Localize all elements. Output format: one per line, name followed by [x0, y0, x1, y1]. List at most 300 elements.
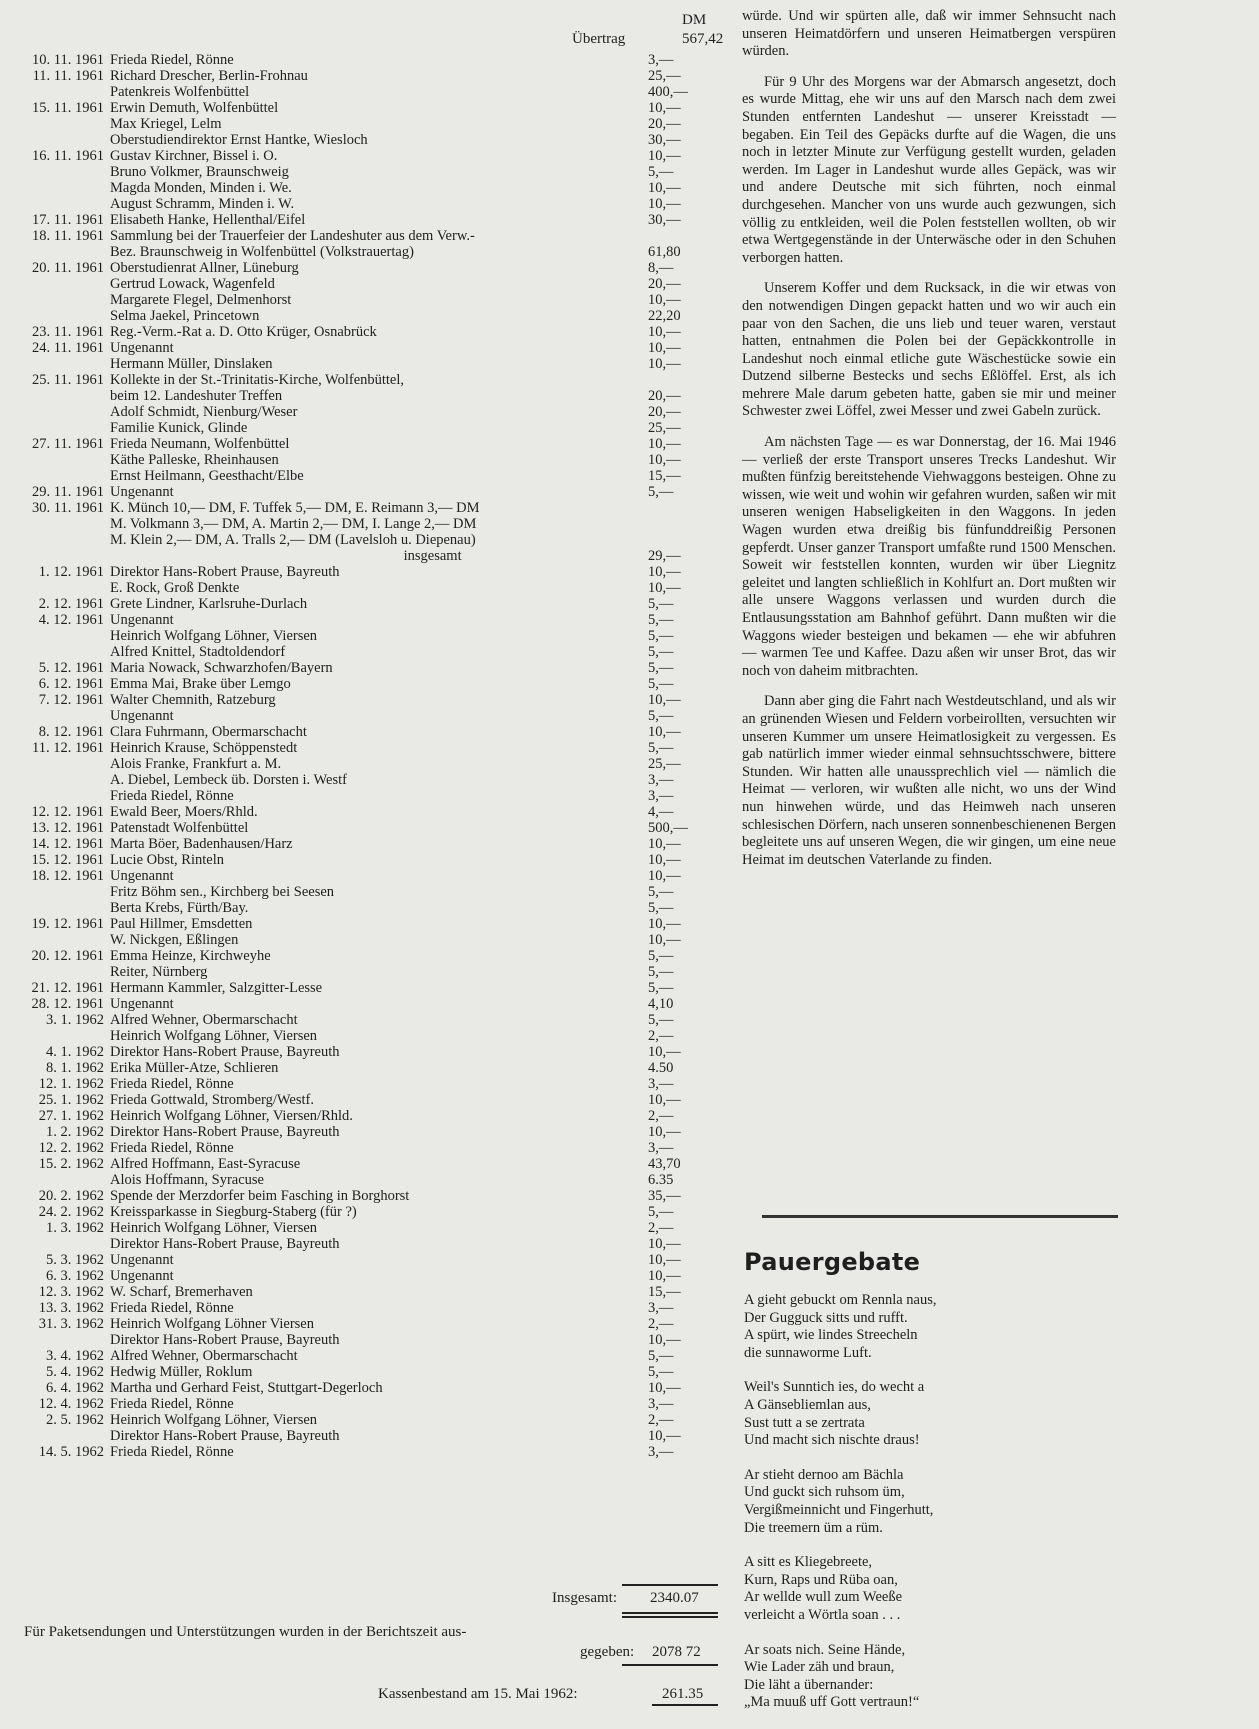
ledger-donor: Frieda Neumann, Wolfenbüttel [110, 436, 290, 452]
ledger-amount: 5,— [648, 964, 674, 980]
ledger-donor: Ungenannt [110, 1268, 174, 1284]
ledger-donor: Alfred Wehner, Obermarschacht [110, 1012, 298, 1028]
ledger-row [12, 836, 724, 852]
ledger-amount: 5,— [648, 676, 674, 692]
ledger-donor: Direktor Hans-Robert Prause, Bayreuth [110, 1124, 340, 1140]
ledger-donor: Erika Müller-Atze, Schlieren [110, 1060, 279, 1076]
ledger-donor: Kollekte in der St.-Trinitatis-Kirche, Wolfenbüttel, beim 12. Landeshuter Treffen [110, 372, 405, 404]
ledger-donor: Direktor Hans-Robert Prause, Bayreuth [110, 1332, 340, 1348]
sum-rule-top [622, 1584, 718, 1586]
ledger-date: 2. 5. 1962 [46, 1412, 104, 1428]
ledger-donor: Oberstudiendirektor Ernst Hantke, Wiesloch [110, 132, 368, 148]
ledger-amount: 30,— [648, 212, 681, 228]
ledger-amount: 10,— [648, 1380, 681, 1396]
ledger-amount: 2,— [648, 1220, 674, 1236]
ledger-donor: Richard Drescher, Berlin-Frohnau [110, 68, 308, 84]
poem-line: Weil's Sunntich ies, do wecht a [744, 1379, 925, 1396]
carryover-label: Übertrag [572, 31, 626, 47]
ledger-row [12, 1076, 724, 1092]
ledger-row [12, 500, 724, 548]
ledger-date: 27. 11. 1961 [32, 436, 104, 452]
ledger-row [12, 292, 724, 308]
ledger-amount: 10,— [648, 852, 681, 868]
ledger-amount: 2,— [648, 1108, 674, 1124]
ledger-amount: 20,— [648, 404, 681, 420]
ledger-date: 31. 3. 1962 [38, 1316, 104, 1332]
ledger-donor: Kreissparkasse in Siegburg-Staberg (für ?) [110, 1204, 357, 1220]
ledger-row [12, 628, 724, 644]
poem-line: verleicht a Wörtla soan . . . [744, 1606, 901, 1623]
ledger-amount: 20,— [648, 276, 681, 292]
ledger-row [12, 676, 724, 692]
ledger-donor: Alois Hoffmann, Syracuse [110, 1172, 264, 1188]
ledger-date: 18. 11. 1961 [32, 228, 104, 244]
ledger-donor: Berta Krebs, Fürth/Bay. [110, 900, 249, 916]
poem-line: Die treemern üm a rüm. [744, 1519, 883, 1536]
ledger-donor: Patenkreis Wolfenbüttel [110, 84, 250, 100]
ledger-date: 12. 1. 1962 [38, 1076, 104, 1092]
ledger-donor: Sammlung bei der Trauerfeier der Landeshuter aus dem Verw.- Bez. Braunschweig in Wolfenbüttel (Volkstrauertag) [110, 228, 475, 260]
ledger-donor: Ungenannt [110, 1252, 174, 1268]
ledger-amount: 3,— [648, 772, 674, 788]
ledger-donor: Frieda Riedel, Rönne [110, 1396, 234, 1412]
ledger-row [12, 100, 724, 116]
ledger-amount: 22,20 [648, 308, 681, 324]
ledger-amount: 29,— [648, 548, 681, 564]
ledger-date: 11. 11. 1961 [32, 68, 104, 84]
ledger-date: 12. 12. 1961 [31, 804, 104, 820]
ledger-amount: 20,— [648, 388, 681, 404]
ledger-row [12, 644, 724, 660]
ledger-row [12, 1316, 724, 1332]
ledger-donor: Frieda Riedel, Rönne [110, 1300, 234, 1316]
expenses-amount: 2078 72 [652, 1644, 701, 1660]
article-paragraph: Dann aber ging die Fahrt nach Westdeutschland, und als wir an grünenden Wiesen und Feldern vorbeirollten, versuchten wir unseren Kummer um unsere Heimatlosigkeit zu vergessen. Es gab natürlich immer wieder einmal sehnsuchtsschwere, bittere Stunden. Wir hatten alle unaussprechlich viel — nämlich die Heimat — verloren, wir wußten alle nicht, wo uns der Wind nun hinwehen würde, und das Heimweh nach unseren schlesischen Dörfern, nach unseren sonnenbeschienenen Bergen begleitete uns auf unseren Wegen, die wir gingen, um eine neue Heimat im deutschen Vaterlande zu finden. [742, 693, 1116, 868]
ledger-amount: 61,80 [648, 244, 681, 260]
poem-line: Ar wellde wull zum Weeße [744, 1589, 903, 1606]
ledger-date: 4. 12. 1961 [38, 612, 104, 628]
ledger-donor: A. Diebel, Lembeck üb. Dorsten i. Westf [110, 772, 347, 788]
ledger-amount: 5,— [648, 1348, 674, 1364]
ledger-date: 20. 12. 1961 [31, 948, 104, 964]
ledger-date: 13. 3. 1962 [38, 1300, 104, 1316]
ledger-donor: Alfred Knittel, Stadtoldendorf [110, 644, 286, 660]
ledger-row [12, 1188, 724, 1204]
ledger-amount: 10,— [648, 340, 681, 356]
ledger-donor: Ungenannt [110, 868, 174, 884]
ledger-donor: Erwin Demuth, Wolfenbüttel [110, 100, 279, 116]
ledger-row [12, 340, 724, 356]
ledger-row [12, 852, 724, 868]
section-divider [762, 1215, 1118, 1218]
ledger-amount: 500,— [648, 820, 688, 836]
ledger-amount: 400,— [648, 84, 688, 100]
ledger-amount: 2,— [648, 1316, 674, 1332]
ledger-amount: 10,— [648, 1124, 681, 1140]
poem-line: Ar stieht dernoo am Bächla [744, 1466, 904, 1483]
ledger-row [12, 260, 724, 276]
poem-stanza [744, 1642, 1118, 1712]
ledger-amount: 10,— [648, 836, 681, 852]
ledger-donor: Heinrich Wolfgang Löhner, Viersen/Rhld. [110, 1108, 353, 1124]
ledger-donor: E. Rock, Groß Denkte [110, 580, 240, 596]
ledger-donor: Hermann Müller, Dinslaken [110, 356, 273, 372]
ledger-amount: 10,— [648, 1252, 681, 1268]
poem-title: Pauergebate [744, 1248, 921, 1276]
ledger-amount: 10,— [648, 452, 681, 468]
ledger-row [12, 1284, 724, 1300]
ledger-row [12, 308, 724, 324]
poem-line: A sitt es Kliegebreete, [744, 1554, 873, 1571]
ledger-donor: Ungenannt [110, 612, 174, 628]
ledger-row [12, 916, 724, 932]
ledger-date: 13. 12. 1961 [31, 820, 104, 836]
ledger-amount: 35,— [648, 1188, 681, 1204]
ledger-date: 16. 11. 1961 [32, 148, 104, 164]
ledger-row [12, 1124, 724, 1140]
ledger-donor: W. Scharf, Bremerhaven [110, 1284, 253, 1300]
ledger-donor: August Schramm, Minden i. W. [110, 196, 295, 212]
ledger-row [12, 1060, 724, 1076]
total-label: Insgesamt: [552, 1590, 617, 1606]
article-text [742, 8, 1116, 882]
ledger-date: 29. 11. 1961 [32, 484, 104, 500]
ledger-donor: K. Münch 10,— DM, F. Tuffek 5,— DM, E. Reimann 3,— DM M. Volkmann 3,— DM, A. Martin 2,— DM, I. Lange 2,— DM M. Klein 2,— DM, A. Tralls 2,— DM (Lavelsloh u. Diepenau) [110, 500, 480, 548]
ledger-row [12, 596, 724, 612]
ledger-amount: 5,— [648, 708, 674, 724]
article-paragraph: würde. Und wir spürten alle, daß wir immer Sehnsucht nach unseren Heimatdörfern und unseren Heimatbergen verspüren würden. [742, 8, 1116, 60]
ledger-donor: Maria Nowack, Schwarzhofen/Bayern [110, 660, 333, 676]
ledger-row [12, 804, 724, 820]
ledger-row [12, 1220, 724, 1236]
ledger-donor: Marta Böer, Badenhausen/Harz [110, 836, 293, 852]
ledger-amount: 10,— [648, 1332, 681, 1348]
ledger-date: 8. 12. 1961 [38, 724, 104, 740]
ledger-row [12, 788, 724, 804]
ledger-amount: 10,— [648, 932, 681, 948]
ledger-amount: 15,— [648, 468, 681, 484]
ledger-date: 15. 12. 1961 [31, 852, 104, 868]
ledger-amount: 25,— [648, 756, 681, 772]
ledger-row [12, 1236, 724, 1252]
ledger-row [12, 1028, 724, 1044]
ledger-donor: Alfred Hoffmann, East-Syracuse [110, 1156, 301, 1172]
ledger-donor: Frieda Riedel, Rönne [110, 1076, 234, 1092]
ledger-row [12, 948, 724, 964]
ledger-donor: Ungenannt [110, 708, 174, 724]
ledger-donor: Magda Monden, Minden i. We. [110, 180, 292, 196]
ledger-amount: 10,— [648, 692, 681, 708]
ledger-row [12, 404, 724, 420]
ledger-amount: 5,— [648, 484, 674, 500]
ledger-row [12, 1428, 724, 1444]
ledger-amount: 25,— [648, 68, 681, 84]
ledger-amount: 5,— [648, 948, 674, 964]
poem [744, 1292, 1118, 1729]
ledger-row [12, 1396, 724, 1412]
ledger-donor: Emma Heinze, Kirchweyhe [110, 948, 271, 964]
ledger-donor: Margarete Flegel, Delmenhorst [110, 292, 292, 308]
article-paragraph: Für 9 Uhr des Morgens war der Abmarsch angesetzt, doch es wurde Mittag, ehe wir uns auf den Marsch nach dem zwei Stunden entfernten Landeshut — unserer Kreisstadt — begaben. Ein Teil des Gepäcks durfte auf die Wagen, die uns noch in letzter Minute zur Verfügung gestellt wurden, geladen werden. Im Lager in Landeshut wurde alles Gepäck, was wir und andere Deutsche mit sich führten, noch einmal durchgesehen. Mancher von uns wurde auch gezwungen, sich völlig zu entkleiden, weil die Polen feststellen wollten, ob wir etwa Wertgegenstände in der Unterwäsche oder in den Schuhen verborgen hatten. [742, 73, 1116, 266]
ledger-date: 2. 12. 1961 [38, 596, 104, 612]
ledger-amount: 3,— [648, 1140, 674, 1156]
ledger-date: 12. 3. 1962 [38, 1284, 104, 1300]
poem-stanza [744, 1554, 1118, 1624]
ledger-date: 24. 2. 1962 [38, 1204, 104, 1220]
ledger-date: 27. 1. 1962 [38, 1108, 104, 1124]
poem-stanza [744, 1467, 1118, 1537]
ledger-date: 10. 11. 1961 [32, 52, 104, 68]
ledger-amount: 3,— [648, 52, 674, 68]
poem-line: A Gänsebliemlan aus, [744, 1396, 871, 1413]
expenses-rule [622, 1664, 718, 1666]
ledger-donor: Frieda Riedel, Rönne [110, 52, 234, 68]
ledger-date: 3. 1. 1962 [46, 1012, 104, 1028]
ledger-amount: 2,— [648, 1028, 674, 1044]
ledger-date: 5. 4. 1962 [46, 1364, 104, 1380]
ledger-date: 6. 12. 1961 [38, 676, 104, 692]
ledger-date: 15. 2. 1962 [38, 1156, 104, 1172]
ledger-date: 6. 4. 1962 [46, 1380, 104, 1396]
ledger-amount: 25,— [648, 420, 681, 436]
ledger-row [12, 1044, 724, 1060]
ledger-date: 14. 12. 1961 [31, 836, 104, 852]
ledger-row [12, 932, 724, 948]
ledger-amount: 5,— [648, 884, 674, 900]
ledger-date: 12. 4. 1962 [38, 1396, 104, 1412]
ledger-row [12, 468, 724, 484]
ledger-donor: Bruno Volkmer, Braunschweig [110, 164, 289, 180]
ledger-row [12, 1268, 724, 1284]
ledger-date: 19. 12. 1961 [31, 916, 104, 932]
ledger-row [12, 884, 724, 900]
ledger-amount: 10,— [648, 436, 681, 452]
ledger-amount: 5,— [648, 1204, 674, 1220]
ledger-amount: 3,— [648, 1444, 674, 1460]
ledger-date: 7. 12. 1961 [38, 692, 104, 708]
ledger-row [12, 372, 724, 404]
expenses-text-1: Für Paketsendungen und Unterstützungen wurden in der Berichtszeit aus- [24, 1624, 467, 1640]
ledger-row [12, 1108, 724, 1124]
ledger-donor: Alois Franke, Frankfurt a. M. [110, 756, 282, 772]
ledger-donor: Heinrich Wolfgang Löhner, Viersen [110, 628, 318, 644]
ledger-row [12, 84, 724, 100]
ledger-date: 1. 12. 1961 [38, 564, 104, 580]
ledger-date: 4. 1. 1962 [46, 1044, 104, 1060]
ledger-amount: 3,— [648, 1076, 674, 1092]
ledger-amount: 5,— [648, 660, 674, 676]
ledger-donor: Frieda Riedel, Rönne [110, 788, 234, 804]
ledger-amount: 4,10 [648, 996, 674, 1012]
ledger-row [12, 1156, 724, 1172]
ledger-amount: 5,— [648, 900, 674, 916]
ledger-amount: 10,— [648, 180, 681, 196]
ledger-donor: Max Kriegel, Lelm [110, 116, 222, 132]
ledger-row [12, 980, 724, 996]
ledger-donor: Lucie Obst, Rinteln [110, 852, 224, 868]
ledger-amount: 8,— [648, 260, 674, 276]
ledger-amount: 10,— [648, 580, 681, 596]
poem-line: Wie Lader zäh und braun, [744, 1659, 895, 1676]
ledger-donor: Heinrich Wolfgang Löhner Viersen [110, 1316, 314, 1332]
total-double-rule-a [622, 1612, 718, 1614]
ledger-amount: 10,— [648, 916, 681, 932]
ledger-donor: Direktor Hans-Robert Prause, Bayreuth [110, 564, 340, 580]
ledger-donor: Hedwig Müller, Roklum [110, 1364, 253, 1380]
ledger-donor: Reg.-Verm.-Rat a. D. Otto Krüger, Osnabrück [110, 324, 377, 340]
ledger-amount: 5,— [648, 1364, 674, 1380]
ledger-row [12, 148, 724, 164]
total-amount: 2340.07 [650, 1590, 699, 1606]
ledger-row [12, 356, 724, 372]
ledger-row [12, 228, 724, 260]
ledger-row [12, 68, 724, 84]
poem-line: die sunnaworme Luft. [744, 1344, 872, 1361]
ledger-row [12, 1364, 724, 1380]
ledger-donor: Gustav Kirchner, Bissel i. O. [110, 148, 278, 164]
ledger-donor: Gertrud Lowack, Wagenfeld [110, 276, 275, 292]
poem-line: Und guckt sich ruhsom üm, [744, 1484, 905, 1501]
ledger-date: 23. 11. 1961 [32, 324, 104, 340]
ledger-row [12, 1412, 724, 1428]
ledger-amount: 10,— [648, 724, 681, 740]
ledger-date: 21. 12. 1961 [31, 980, 104, 996]
ledger-date: 3. 4. 1962 [46, 1348, 104, 1364]
ledger-row [12, 164, 724, 180]
ledger-donor: Fritz Böhm sen., Kirchberg bei Seesen [110, 884, 335, 900]
ledger-donor: Martha und Gerhard Feist, Stuttgart-Degerloch [110, 1380, 383, 1396]
ledger-amount: 5,— [648, 740, 674, 756]
ledger-date: 20. 11. 1961 [32, 260, 104, 276]
ledger-amount: 10,— [648, 148, 681, 164]
ledger-amount: 10,— [648, 356, 681, 372]
ledger-donor: Direktor Hans-Robert Prause, Bayreuth [110, 1044, 340, 1060]
ledger-donor: Ungenannt [110, 484, 174, 500]
ledger-row [12, 612, 724, 628]
ledger-donor: Elisabeth Hanke, Hellenthal/Eifel [110, 212, 306, 228]
ledger-amount: 3,— [648, 788, 674, 804]
poem-line: Die läht a übernander: [744, 1676, 874, 1693]
ledger-amount: 6.35 [648, 1172, 674, 1188]
ledger-amount: 10,— [648, 324, 681, 340]
ledger-row [12, 996, 724, 1012]
poem-stanza [744, 1292, 1118, 1362]
poem-line: Sust tutt a se zertrata [744, 1414, 865, 1431]
ledger-amount: 3,— [648, 1300, 674, 1316]
ledger-donor: Clara Fuhrmann, Obermarschacht [110, 724, 307, 740]
ledger-amount: 15,— [648, 1284, 681, 1300]
ledger-donor: Ernst Heilmann, Geesthacht/Elbe [110, 468, 304, 484]
ledger-row [12, 132, 724, 148]
ledger-amount: 10,— [648, 1428, 681, 1444]
ledger-donor: Alfred Wehner, Obermarschacht [110, 1348, 298, 1364]
ledger-donor: insgesamt [110, 548, 462, 564]
ledger-row [12, 1300, 724, 1316]
ledger-donor: Reiter, Nürnberg [110, 964, 208, 980]
carryover-amount: 567,42 [682, 31, 724, 47]
total-double-rule-b [622, 1616, 718, 1618]
ledger-amount: 2,— [648, 1412, 674, 1428]
poem-line: Ar soats nich. Seine Hände, [744, 1641, 906, 1658]
ledger-row [12, 900, 724, 916]
ledger-row [12, 1140, 724, 1156]
ledger-row [12, 1172, 724, 1188]
ledger-row [12, 580, 724, 596]
ledger-donor: Heinrich Krause, Schöppenstedt [110, 740, 298, 756]
ledger-donor: Direktor Hans-Robert Prause, Bayreuth [110, 1236, 340, 1252]
ledger-row [12, 756, 724, 772]
ledger-amount: 10,— [648, 1236, 681, 1252]
ledger-row [12, 660, 724, 676]
ledger-amount: 5,— [648, 980, 674, 996]
ledger-amount: 5,— [648, 596, 674, 612]
ledger-row [12, 692, 724, 708]
ledger-amount: 5,— [648, 1012, 674, 1028]
ledger-row [12, 1332, 724, 1348]
balance-amount: 261.35 [662, 1686, 704, 1702]
ledger-donor: Spende der Merzdorfer beim Fasching in Borghorst [110, 1188, 410, 1204]
ledger-amount: 10,— [648, 564, 681, 580]
ledger-row [12, 212, 724, 228]
ledger-row [12, 1252, 724, 1268]
ledger-date: 18. 12. 1961 [31, 868, 104, 884]
ledger-row [12, 452, 724, 468]
ledger-amount: 5,— [648, 612, 674, 628]
ledger-row [12, 180, 724, 196]
ledger-row [12, 740, 724, 756]
poem-line: Der Gugguck sitts und rufft. [744, 1309, 908, 1326]
poem-line: Kurn, Raps und Rüba oan, [744, 1571, 898, 1588]
ledger-row [12, 52, 724, 68]
ledger-row [12, 1204, 724, 1220]
poem-line: „Ma muuß uff Gott vertraun!“ [744, 1694, 920, 1711]
ledger-row [12, 772, 724, 788]
poem-stanza [744, 1379, 1118, 1449]
ledger-amount: 5,— [648, 628, 674, 644]
ledger-amount: 10,— [648, 1268, 681, 1284]
ledger-donor: Hermann Kammler, Salzgitter-Lesse [110, 980, 323, 996]
poem-line: Vergißmeinnicht und Fingerhutt, [744, 1501, 934, 1518]
ledger-row [12, 820, 724, 836]
ledger-donor: Heinrich Wolfgang Löhner, Viersen [110, 1028, 318, 1044]
poem-line: A spürt, wie lindes Streecheln [744, 1327, 918, 1344]
ledger-row [12, 1012, 724, 1028]
ledger-date: 28. 12. 1961 [31, 996, 104, 1012]
ledger-date: 24. 11. 1961 [32, 340, 104, 356]
ledger-date: 30. 11. 1961 [32, 500, 104, 516]
ledger-rows [12, 52, 724, 1460]
ledger-row [12, 964, 724, 980]
ledger-donor: Grete Lindner, Karlsruhe-Durlach [110, 596, 308, 612]
ledger-donor: Direktor Hans-Robert Prause, Bayreuth [110, 1428, 340, 1444]
ledger-amount: 10,— [648, 1044, 681, 1060]
article-paragraph: Unserem Koffer und dem Rucksack, in die wir etwas von den notwendigen Dingen gepackt hatten und wo wir auch ein paar von den Sachen, die uns lieb und teuer waren, verstaut hatten, entnahmen die Polen bei der Gepäckkontrolle in Landeshut noch einmal etliche gute Wäschestücke sowie ein Dutzend silberne Bestecks und sechs Eßlöffel. Erst, als ich mehrere Male darum gebeten hatte, gaben sie mir und meiner Schwester zwei Löffel, zwei Messer und zwei Gabeln zurück. [742, 280, 1116, 420]
ledger-donor: Adolf Schmidt, Nienburg/Weser [110, 404, 298, 420]
ledger-amount: 10,— [648, 1092, 681, 1108]
ledger-date: 25. 11. 1961 [32, 372, 104, 388]
ledger-row [12, 116, 724, 132]
ledger-row [12, 276, 724, 292]
ledger-donor: W. Nickgen, Eßlingen [110, 932, 239, 948]
ledger-donor: Frieda Riedel, Rönne [110, 1140, 234, 1156]
ledger-row [12, 564, 724, 580]
ledger-donor: Käthe Palleske, Rheinhausen [110, 452, 279, 468]
ledger-amount: 3,— [648, 1396, 674, 1412]
ledger-amount: 5,— [648, 164, 674, 180]
ledger-donor: Paul Hillmer, Emsdetten [110, 916, 253, 932]
ledger-donor: Walter Chemnith, Ratzeburg [110, 692, 276, 708]
ledger-row [12, 436, 724, 452]
